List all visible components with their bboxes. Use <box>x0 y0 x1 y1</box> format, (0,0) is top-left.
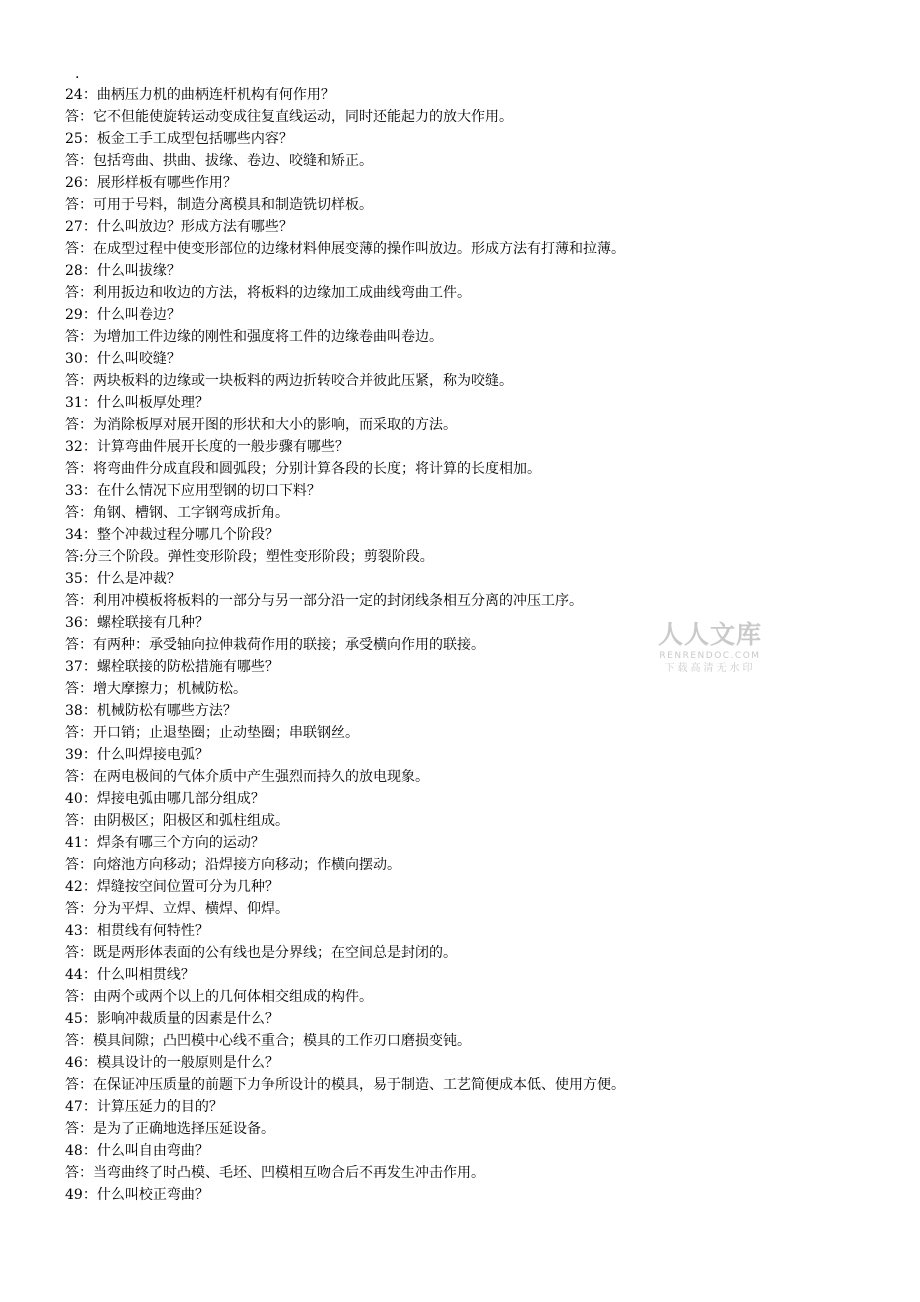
answer-line: 答：利用扳边和收边的方法，将板料的边缘加工成曲线弯曲工件。 <box>65 285 471 301</box>
question-line: 24：曲柄压力机的曲柄连杆机构有何作用？ <box>65 87 335 103</box>
question-line: 41：焊条有哪三个方向的运动？ <box>65 835 265 851</box>
question-line: 27：什么叫放边？形成方法有哪些？ <box>65 219 293 235</box>
question-line: 45：影响冲裁质量的因素是什么？ <box>65 1011 279 1027</box>
question-line: 35：什么是冲裁？ <box>65 571 181 587</box>
question-line: 43：相贯线有何特性？ <box>65 923 209 939</box>
watermark-domain: RENRENDOC.COM <box>659 651 761 661</box>
question-line: 30：什么叫咬缝？ <box>65 351 181 367</box>
answer-line: 答：向熔池方向移动；沿焊接方向移动；作横向摆动。 <box>65 857 401 873</box>
answer-line: 答：有两种：承受轴向拉伸栽荷作用的联接；承受横向作用的联接。 <box>65 637 485 653</box>
question-line: 37：螺栓联接的防松措施有哪些？ <box>65 659 279 675</box>
question-line: 28：什么叫拔缘？ <box>65 263 181 279</box>
answer-line: 答：是为了正确地选择压延设备。 <box>65 1121 275 1137</box>
answer-line: 答：在保证冲压质量的前题下力争所设计的模具，易于制造、工艺简便成本低、使用方便。 <box>65 1077 625 1093</box>
question-line: 42：焊缝按空间位置可分为几种？ <box>65 879 279 895</box>
question-line: 49：什么叫校正弯曲？ <box>65 1187 209 1203</box>
question-line: 47：计算压延力的目的？ <box>65 1099 223 1115</box>
answer-line: 答：当弯曲终了时凸模、毛坯、凹模相互吻合后不再发生冲击作用。 <box>65 1165 485 1181</box>
answer-line: 答：在两电极间的气体介质中产生强烈而持久的放电现象。 <box>65 769 429 785</box>
question-line: 31：什么叫板厚处理？ <box>65 395 209 411</box>
answer-line: 答：两块板料的边缘或一块板料的两边折转咬合并彼此压紧，称为咬缝。 <box>65 373 513 389</box>
answer-line: 答：既是两形体表面的公有线也是分界线；在空间总是封闭的。 <box>65 945 457 961</box>
answer-line: 答：角钢、槽钢、工字钢弯成折角。 <box>65 505 289 521</box>
question-line: 46：模具设计的一般原则是什么？ <box>65 1055 279 1071</box>
answer-line: 答：可用于号料，制造分离模具和制造铣切样板。 <box>65 197 373 213</box>
answer-line: 答：为消除板厚对展开图的形状和大小的影响，而采取的方法。 <box>65 417 457 433</box>
answer-line: 答：将弯曲件分成直段和圆弧段；分别计算各段的长度；将计算的长度相加。 <box>65 461 541 477</box>
question-line: 29：什么叫卷边？ <box>65 307 181 323</box>
watermark-subtitle: 下载高清无水印 <box>664 663 756 674</box>
answer-line: 答：在成型过程中使变形部位的边缘材料伸展变薄的操作叫放边。形成方法有打薄和拉薄。 <box>65 241 625 257</box>
answer-line: 答：包括弯曲、拱曲、拔缘、卷边、咬缝和矫正。 <box>65 153 373 169</box>
question-line: 44：什么叫相贯线？ <box>65 967 195 983</box>
question-line: 26：展形样板有哪些作用？ <box>65 175 237 191</box>
question-line: 39：什么叫焊接电弧？ <box>65 747 209 763</box>
question-line: 38：机械防松有哪些方法？ <box>65 703 237 719</box>
question-line: 36：螺栓联接有几种？ <box>65 615 209 631</box>
answer-line: 答:分三个阶段。弹性变形阶段；塑性变形阶段；剪裂阶段。 <box>65 549 434 565</box>
answer-line: 答：开口销；止退垫圈；止动垫圈；串联钢丝。 <box>65 725 359 741</box>
question-line: 48：什么叫自由弯曲？ <box>65 1143 209 1159</box>
leading-mark: . <box>75 66 80 82</box>
answer-line: 答：由两个或两个以上的几何体相交组成的构件。 <box>65 989 373 1005</box>
watermark <box>645 620 775 676</box>
question-line: 25：板金工手工成型包括哪些内容？ <box>65 131 293 147</box>
question-line: 40：焊接电弧由哪几部分组成？ <box>65 791 265 807</box>
answer-line: 答：为增加工件边缘的刚性和强度将工件的边缘卷曲叫卷边。 <box>65 329 443 345</box>
answer-line: 答：增大摩擦力；机械防松。 <box>65 681 247 697</box>
answer-line: 答：由阴极区；阳极区和弧柱组成。 <box>65 813 289 829</box>
question-line: 32：计算弯曲件展开长度的一般步骤有哪些？ <box>65 439 349 455</box>
answer-line: 答：分为平焊、立焊、横焊、仰焊。 <box>65 901 289 917</box>
question-line: 33：在什么情况下应用型钢的切口下料？ <box>65 483 321 499</box>
watermark-title: 人人文库 <box>657 620 762 649</box>
answer-line: 答：模具间隙；凸凹模中心线不重合；模具的工作刃口磨损变钝。 <box>65 1033 471 1049</box>
answer-line: 答：它不但能使旋转运动变成往复直线运动，同时还能起力的放大作用。 <box>65 109 513 125</box>
question-line: 34：整个冲裁过程分哪几个阶段？ <box>65 527 279 543</box>
answer-line: 答：利用冲模板将板料的一部分与另一部分沿一定的封闭线条相互分离的冲压工序。 <box>65 593 583 609</box>
